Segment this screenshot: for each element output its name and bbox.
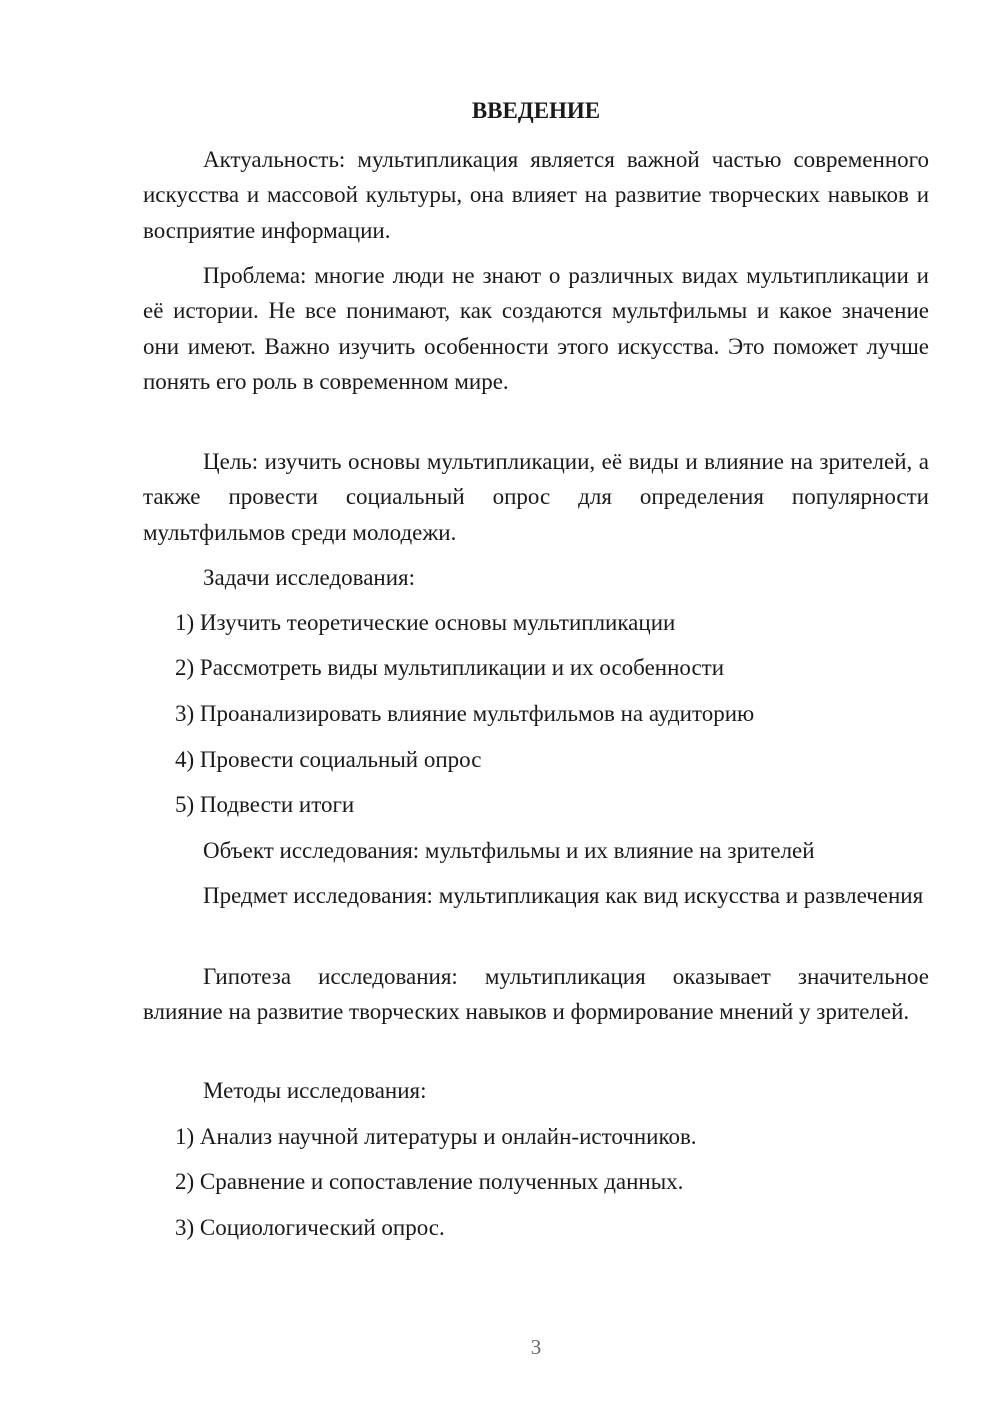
task-item: 1) Изучить теоретические основы мультипликации <box>175 610 676 635</box>
subject-paragraph: Предмет исследования: мультипликация как вид искусства и развлечения <box>203 883 924 908</box>
page-number: 3 <box>530 1335 542 1359</box>
method-item: 2) Сравнение и сопоставление полученных данных. <box>175 1169 684 1194</box>
tasks-title: Задачи исследования: <box>203 565 416 590</box>
method-item: 1) Анализ научной литературы и онлайн-источников. <box>175 1124 697 1149</box>
task-item: 3) Проанализировать влияние мультфильмов на аудиторию <box>175 701 755 726</box>
problem-paragraph: Проблема: многие люди не знают о различных видах мультипликации и её истории. Не все понимают, как создаются мультфильмы и какое значение они имеют. Важно изучить особенности этого искусства. Это поможет лучше понять его роль в современном мире. <box>143 263 929 394</box>
task-item: 4) Провести социальный опрос <box>175 747 482 772</box>
relevance-paragraph: Актуальность: мультипликация является важной частью современного искусства и массовой культуры, она влияет на развитие творческих навыков и восприятие информации. <box>143 147 929 243</box>
task-item: 2) Рассмотреть виды мультипликации и их особенности <box>175 655 725 680</box>
page-title: ВВЕДЕНИЕ <box>471 98 601 123</box>
goal-paragraph: Цель: изучить основы мультипликации, её виды и влияние на зрителей, а также провести социальный опрос для определения популярности мультфильмов среди молодежи. <box>143 449 929 545</box>
hypothesis-paragraph: Гипотеза исследования: мультипликация оказывает значительное влияние на развитие творческих навыков и формирование мнений у зрителей. <box>143 964 929 1025</box>
task-item: 5) Подвести итоги <box>175 792 355 817</box>
methods-title: Методы исследования: <box>203 1078 427 1103</box>
object-line: Объект исследования: мультфильмы и их влияние на зрителей <box>203 838 815 863</box>
method-item: 3) Социологический опрос. <box>175 1215 445 1240</box>
